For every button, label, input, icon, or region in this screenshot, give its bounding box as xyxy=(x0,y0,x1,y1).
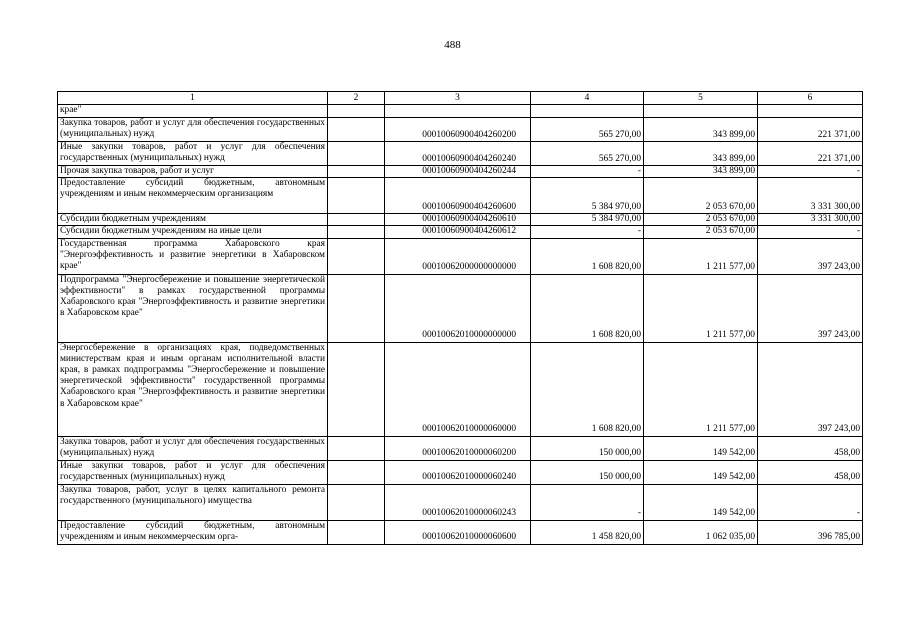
row-code: 00010062010000060200 xyxy=(385,436,531,460)
row-code: 00010060900404260612 xyxy=(385,226,531,238)
row-name: крае" xyxy=(58,105,328,118)
row-value-col5: 1 211 577,00 xyxy=(644,274,758,342)
row-value-col4: - xyxy=(531,166,644,178)
table-row xyxy=(58,274,863,342)
row-value-col4: 5 384 970,00 xyxy=(531,214,644,226)
row-col2 xyxy=(328,460,385,484)
row-col2 xyxy=(328,105,385,118)
row-col2 xyxy=(328,118,385,142)
row-value-col5: 343 899,00 xyxy=(644,118,758,142)
table-row xyxy=(58,214,863,226)
row-value-col6: 3 331 300,00 xyxy=(758,178,863,214)
row-code: 00010062000000000000 xyxy=(385,238,531,274)
row-value-col5: 1 062 035,00 xyxy=(644,520,758,544)
row-value-col5: 2 053 670,00 xyxy=(644,226,758,238)
row-code: 00010060900404260240 xyxy=(385,142,531,166)
row-col2 xyxy=(328,520,385,544)
row-value-col6 xyxy=(758,105,863,118)
row-name: Закупка товаров, работ и услуг для обеспечения государственных (муниципальных) нужд xyxy=(58,118,328,142)
table-row xyxy=(58,118,863,142)
column-header-1: 1 xyxy=(58,92,328,105)
row-value-col6: 397 243,00 xyxy=(758,274,863,342)
row-value-col4: 5 384 970,00 xyxy=(531,178,644,214)
row-value-col6: 221 371,00 xyxy=(758,142,863,166)
table-row xyxy=(58,226,863,238)
row-value-col6: - xyxy=(758,484,863,520)
row-value-col5: 1 211 577,00 xyxy=(644,342,758,436)
table-row xyxy=(58,166,863,178)
row-value-col5: 149 542,00 xyxy=(644,436,758,460)
row-code: 00010060900404260600 xyxy=(385,178,531,214)
row-code: 00010062010000060600 xyxy=(385,520,531,544)
row-value-col6: 396 785,00 xyxy=(758,520,863,544)
column-header-5: 5 xyxy=(644,92,758,105)
row-name: Субсидии бюджетным учреждениям xyxy=(58,214,328,226)
table-row xyxy=(58,520,863,544)
row-value-col4: 565 270,00 xyxy=(531,118,644,142)
row-code: 00010060900404260610 xyxy=(385,214,531,226)
row-name: Иные закупки товаров, работ и услуг для обеспечения государственных (муниципальных) нужд xyxy=(58,460,328,484)
row-col2 xyxy=(328,484,385,520)
row-name: Подпрограмма "Энергосбережение и повышение энергетической эффективности" в рамках государственной программы Хабаровского края "Энергоэффективность и развитие энергетики в Хабаровском крае" xyxy=(58,274,328,342)
row-name: Предоставление субсидий бюджетным, автономным учреждениям и иным некоммерческим организациям xyxy=(58,178,328,214)
row-value-col5: 2 053 670,00 xyxy=(644,214,758,226)
row-value-col6: 397 243,00 xyxy=(758,342,863,436)
row-name: Иные закупки товаров, работ и услуг для обеспечения государственных (муниципальных) нужд xyxy=(58,142,328,166)
table-row xyxy=(58,105,863,118)
column-header-3: 3 xyxy=(385,92,531,105)
column-header-6: 6 xyxy=(758,92,863,105)
row-value-col5: 2 053 670,00 xyxy=(644,178,758,214)
row-col2 xyxy=(328,214,385,226)
row-code: 00010060900404260200 xyxy=(385,118,531,142)
row-col2 xyxy=(328,342,385,436)
budget-table xyxy=(57,91,863,545)
row-value-col4: 1 608 820,00 xyxy=(531,274,644,342)
row-code: 00010062010000060240 xyxy=(385,460,531,484)
row-name: Предоставление субсидий бюджетным, автономным учреждениям и иным некоммерческим орга- xyxy=(58,520,328,544)
table-header-row xyxy=(58,92,863,105)
row-value-col6: - xyxy=(758,226,863,238)
row-value-col6: 221 371,00 xyxy=(758,118,863,142)
table-row xyxy=(58,484,863,520)
table-row xyxy=(58,238,863,274)
row-value-col4: 1 458 820,00 xyxy=(531,520,644,544)
row-value-col5: 1 211 577,00 xyxy=(644,238,758,274)
row-value-col4 xyxy=(531,105,644,118)
row-value-col6: 458,00 xyxy=(758,436,863,460)
row-col2 xyxy=(328,436,385,460)
page-number: 488 xyxy=(444,39,461,51)
row-name: Закупка товаров, работ и услуг для обеспечения государственных (муниципальных) нужд xyxy=(58,436,328,460)
row-value-col5: 343 899,00 xyxy=(644,142,758,166)
row-value-col4: - xyxy=(531,226,644,238)
row-code xyxy=(385,105,531,118)
row-value-col4: 1 608 820,00 xyxy=(531,238,644,274)
row-col2 xyxy=(328,274,385,342)
row-col2 xyxy=(328,238,385,274)
row-value-col6: - xyxy=(758,166,863,178)
row-col2 xyxy=(328,178,385,214)
row-name: Закупка товаров, работ, услуг в целях капитального ремонта государственного (муниципального) имущества xyxy=(58,484,328,520)
row-code: 00010062010000000000 xyxy=(385,274,531,342)
table-row xyxy=(58,460,863,484)
row-col2 xyxy=(328,142,385,166)
row-name: Энергосбережение в организациях края, подведомственных министерствам края и иным органам исполнительной власти края, в рамках подпрограммы "Энергосбережение и повышение энергетической эффективности" государственной программы Хабаровского края "Энергоэффективность и развитие энергетики в Хабаровском крае" xyxy=(58,342,328,436)
row-value-col6: 397 243,00 xyxy=(758,238,863,274)
row-value-col5: 149 542,00 xyxy=(644,460,758,484)
row-value-col5: 149 542,00 xyxy=(644,484,758,520)
row-value-col4: 150 000,00 xyxy=(531,460,644,484)
row-col2 xyxy=(328,226,385,238)
row-name: Субсидии бюджетным учреждениям на иные цели xyxy=(58,226,328,238)
row-value-col4: - xyxy=(531,484,644,520)
row-col2 xyxy=(328,166,385,178)
row-name: Прочая закупка товаров, работ и услуг xyxy=(58,166,328,178)
table-row xyxy=(58,342,863,436)
row-value-col5: 343 899,00 xyxy=(644,166,758,178)
column-header-4: 4 xyxy=(531,92,644,105)
row-value-col6: 3 331 300,00 xyxy=(758,214,863,226)
row-value-col4: 565 270,00 xyxy=(531,142,644,166)
row-code: 00010060900404260244 xyxy=(385,166,531,178)
row-name: Государственная программа Хабаровского края "Энергоэффективность и развитие энергетики в Хабаровском крае" xyxy=(58,238,328,274)
row-code: 00010062010000060243 xyxy=(385,484,531,520)
column-header-2: 2 xyxy=(328,92,385,105)
row-value-col4: 150 000,00 xyxy=(531,436,644,460)
row-value-col5 xyxy=(644,105,758,118)
table-row xyxy=(58,178,863,214)
table-row xyxy=(58,142,863,166)
row-value-col6: 458,00 xyxy=(758,460,863,484)
row-value-col4: 1 608 820,00 xyxy=(531,342,644,436)
row-code: 00010062010000060000 xyxy=(385,342,531,436)
table-row xyxy=(58,436,863,460)
